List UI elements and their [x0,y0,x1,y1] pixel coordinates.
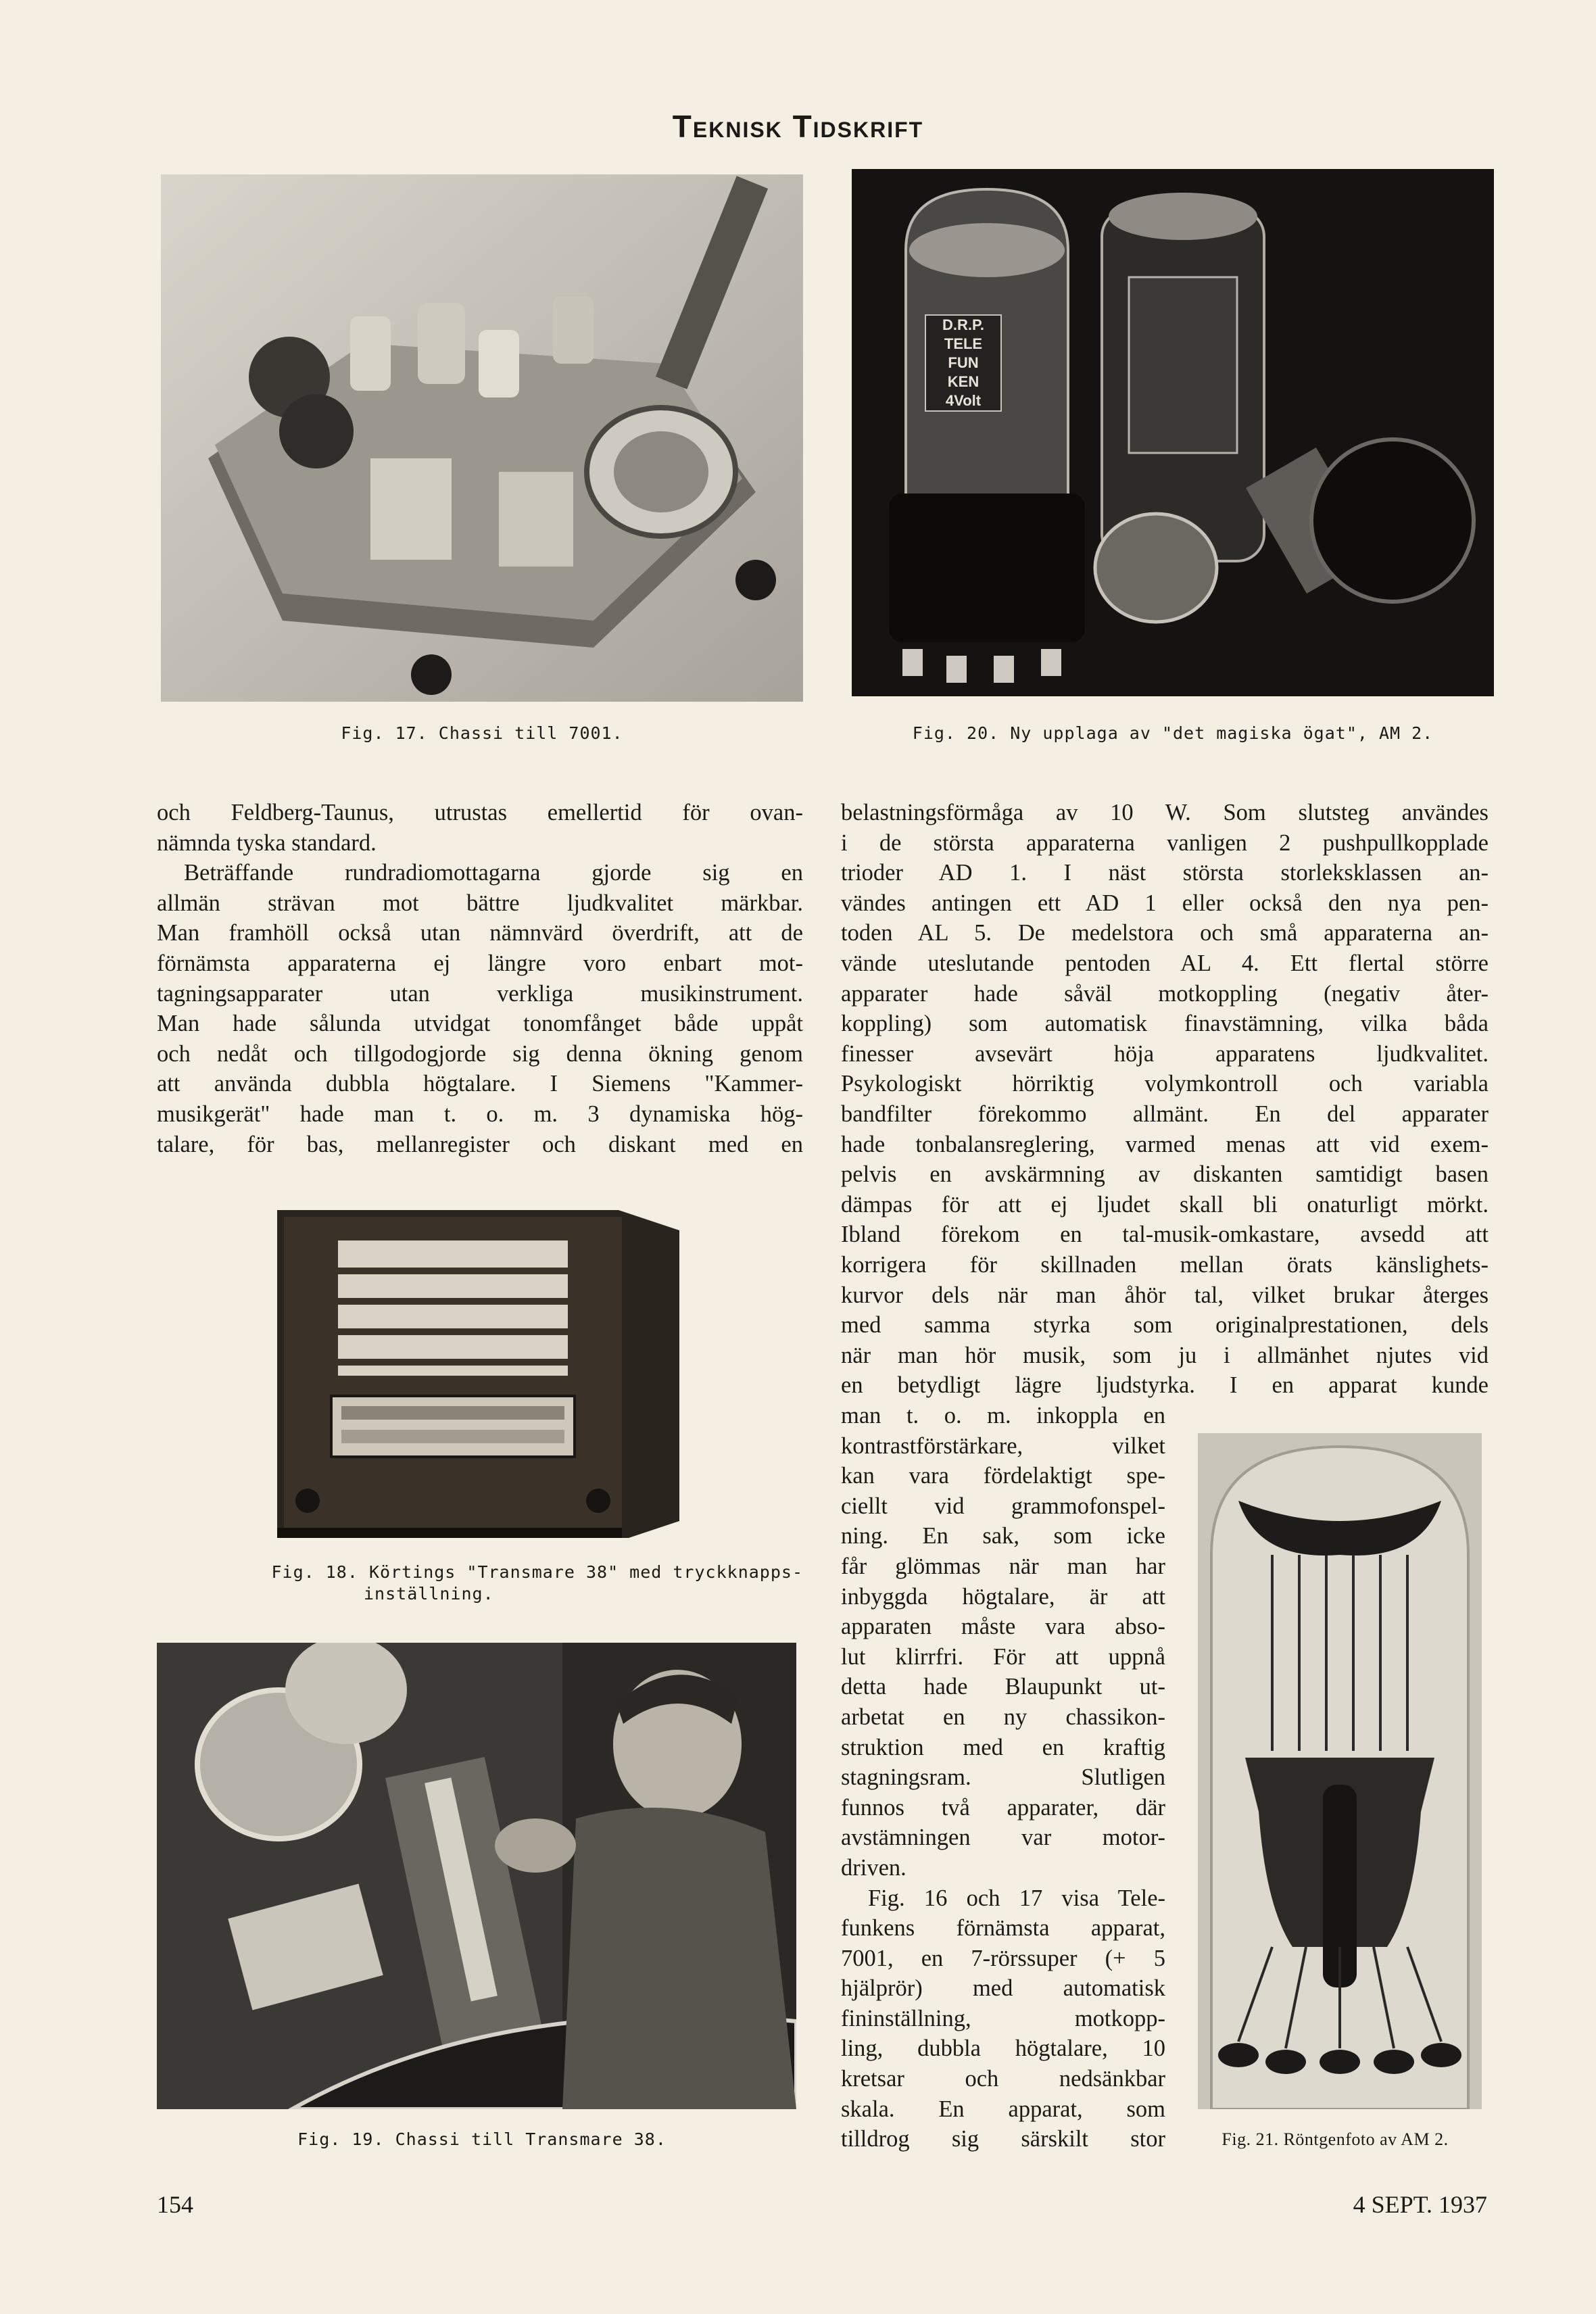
text-line: Beträffande rundradiomottagarna gjorde sig en [184,860,803,886]
text-line: korrigera för skillnaden mellan örats känslighets- [841,1251,1489,1278]
text-line: apparaten måste vara abso- [841,1614,1165,1640]
text-line: vändes antingen ett AD 1 eller också den nya pen- [841,890,1489,916]
text-line: musikgerät" hade man t. o. m. 3 dynamiska hög- [157,1101,803,1127]
text-line: Psykologiskt hörriktig volymkontroll och variabla [841,1071,1489,1097]
text-line: driven. [841,1854,906,1881]
text-line: inbyggda högtalare, är att [841,1583,1165,1610]
text-line: dämpas för att ej ljudet skall bli onaturligt mörkt. [841,1191,1489,1218]
text-line: med samma styrka som originalprestationen, dels [841,1312,1489,1339]
text-line: ning. En sak, som icke [841,1523,1165,1549]
fig21-caption: Fig. 21. Röntgenfoto av AM 2. [1222,2129,1449,2149]
text-line: ling, dubbla högtalare, 10 [841,2035,1165,2062]
text-line: allmän strävan mot bättre ljudkvalitet märkbar. [157,890,803,916]
text-line: hjälprör) med automatisk [841,1975,1165,2002]
text-line: kurvor dels när man åhör tal, vilket brukar återges [841,1282,1489,1308]
text-line: kontrastförstärkare, vilket [841,1432,1165,1459]
text-line: man t. o. m. inkoppla en [841,1403,1165,1428]
text-line: detta hade Blaupunkt ut- [841,1674,1165,1700]
text-line: ciellt vid grammofonspel- [841,1493,1165,1519]
tube-label-line: KEN [947,373,980,390]
fig17-caption: Fig. 17. Chassi till 7001. [341,723,623,743]
tube-label-line: FUN [948,354,979,371]
text-line: koppling) som automatisk finavstämning, vilka båda [841,1011,1489,1037]
issue-date: 4 SEPT. 1937 [1353,2191,1487,2218]
fig21-photo [1198,1433,1482,2109]
tube-label-line: 4Volt [945,392,982,409]
left-column-text [157,798,803,1159]
text-line: belastningsförmåga av 10 W. Som slutsteg användes [841,800,1489,825]
text-line: en betydligt lägre ljudstyrka. I en apparat kunde [841,1372,1489,1399]
text-line: får glömmas när man har [841,1553,1165,1579]
fig20-photo [852,169,1494,696]
text-line: när man hör musik, som ju i allmänhet njutes vid [841,1342,1489,1368]
text-line: vände uteslutande pentoden AL 4. Ett flertal större [841,950,1489,976]
text-line: pelvis en avskärmning av diskanten samtidigt basen [841,1161,1489,1188]
text-line: tilldrog sig särskilt stor [841,2126,1165,2152]
text-line: lut klirrfri. För att uppnå [841,1643,1165,1670]
fig18-photo [277,1203,679,1538]
page-number: 154 [157,2191,193,2218]
text-line: hade tonbalansreglering, varmed menas att vid exem- [841,1131,1489,1157]
running-header: Teknisk Tidskrift [672,109,924,144]
text-line: Man hade sålunda utvidgat tonomfånget både uppåt [157,1011,803,1037]
text-line: talare, för bas, mellanregister och diskant med en [157,1131,803,1157]
fig18-caption-line: inställning. [364,1584,494,1604]
fig19-photo [157,1643,796,2109]
text-line: i de största apparaterna vanligen 2 pushpullkopplade [841,829,1489,856]
fig18-caption [161,1562,803,1605]
text-line: Man framhöll också utan nämnvärd överdrift, att de [157,920,803,946]
fig17-photo [161,174,803,702]
text-line: funkens förnämsta apparat, [841,1915,1165,1942]
tube-label-line: D.R.P. [942,316,984,333]
fig20-caption: Fig. 20. Ny upplaga av "det magiska ögat", AM 2. [912,723,1434,743]
fig20-tube-label [925,314,1002,412]
tube-label-line: TELE [944,335,983,352]
text-line: att använda dubbla högtalare. I Siemens "Kammer- [157,1071,803,1097]
text-line: bandfilter förekommo allmänt. En del apparater [841,1101,1489,1127]
fig19-caption: Fig. 19. Chassi till Transmare 38. [297,2129,667,2149]
text-line: Fig. 16 och 17 visa Tele- [868,1885,1165,1911]
text-line: förnämsta apparaterna ej längre voro enbart mot- [157,950,803,976]
text-line: kretsar och nedsänkbar [841,2066,1165,2092]
text-line: finesser avsevärt höja apparatens ljudkvalitet. [841,1040,1489,1067]
right-column-narrow-text [841,1401,1165,2154]
text-line: stagningsram. Slutligen [841,1764,1165,1791]
text-line: och Feldberg-Taunus, utrustas emellertid för ovan- [157,800,803,825]
text-line: struktion med en kraftig [841,1734,1165,1760]
text-line: toden AL 5. De medelstora och små apparaterna an- [841,920,1489,946]
text-line: apparater hade såväl motkoppling (negativ åter- [841,980,1489,1007]
text-line: Ibland förekom en tal-musik-omkastare, avsedd att [841,1222,1489,1248]
text-line: trioder AD 1. I näst största storleksklassen an- [841,860,1489,886]
text-line: funnos två apparater, där [841,1794,1165,1821]
text-line: kan vara fördelaktigt spe- [841,1463,1165,1489]
right-column-text [841,798,1489,1401]
text-line: skala. En apparat, som [841,2096,1165,2122]
text-line: tagningsapparater utan verkliga musikinstrument. [157,980,803,1007]
fig18-caption-line: Fig. 18. Körtings "Transmare 38" med tryckknapps- [271,1562,803,1582]
text-line: nämnda tyska standard. [157,829,377,856]
text-line: 7001, en 7-rörssuper (+ 5 [841,1945,1165,1971]
text-line: avstämningen var motor- [841,1825,1165,1851]
text-line: fininställning, motkopp- [841,2005,1165,2031]
text-line: arbetat en ny chassikon- [841,1704,1165,1730]
text-line: och nedåt och tillgodogjorde sig denna ökning genom [157,1040,803,1067]
